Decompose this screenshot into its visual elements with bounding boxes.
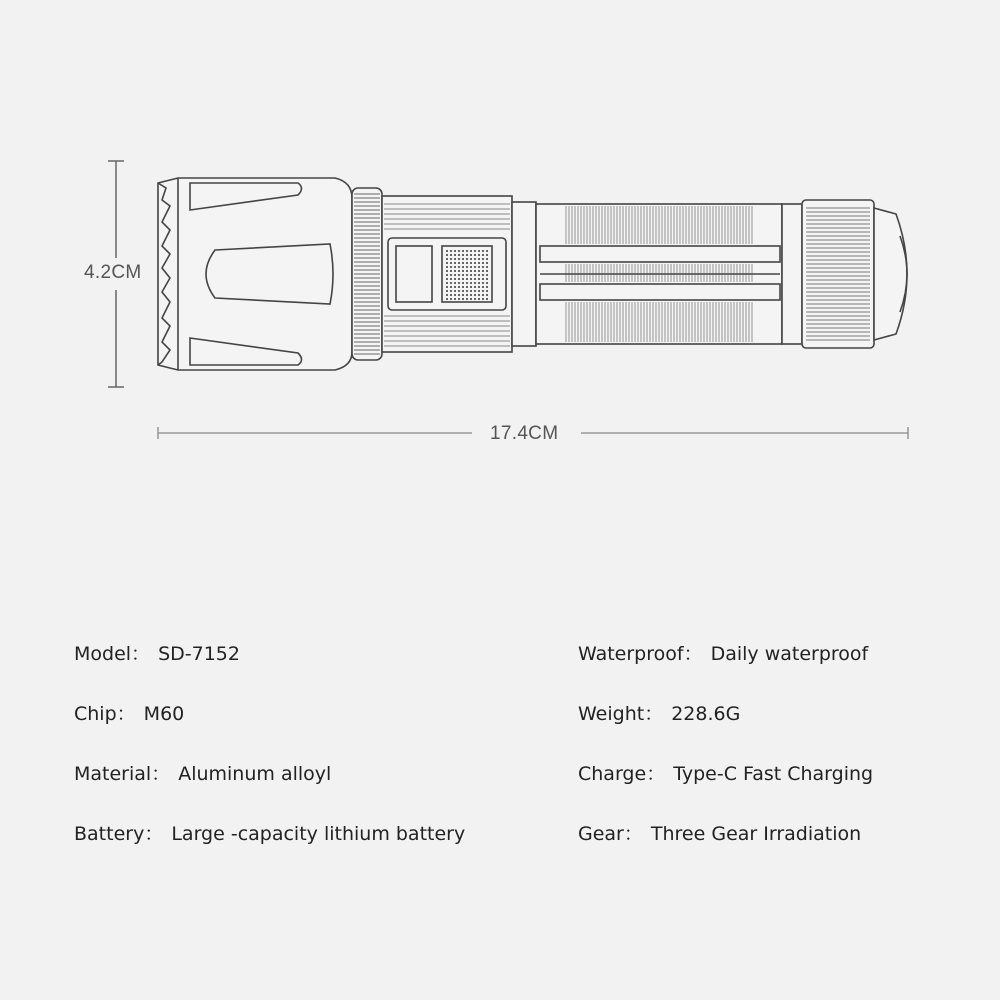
spec-gear [578,820,873,880]
spec-label: Charge [578,763,647,785]
spec-label: Weight [578,703,645,725]
spec-separator: ： [131,643,151,665]
spec-separator: ： [623,823,643,845]
spec-value: Daily waterproof [710,643,869,665]
spec-model [74,640,465,700]
spec-label: Material [74,763,152,785]
spec-weight [578,700,873,760]
spec-list-left [74,640,465,880]
spec-value: Large -capacity lithium battery [171,823,466,845]
spec-value: M60 [143,703,185,725]
spec-label: Chip [74,703,117,725]
spec-label: Gear [578,823,624,845]
height-dimension-label: 4.2CM [84,262,142,283]
flashlight-drawing [0,0,1000,470]
spec-separator: ： [116,703,136,725]
spec-battery [74,820,465,880]
spec-value: 228.6G [671,703,741,725]
spec-value: SD-7152 [158,643,240,665]
tail-cap [782,200,907,348]
spec-value: Three Gear Irradiation [650,823,862,845]
spec-list-right [578,640,873,880]
spec-chip [74,700,465,760]
spec-material [74,760,465,820]
spec-label: Model [74,643,132,665]
spec-value: Aluminum alloyl [178,763,332,785]
spec-separator: ： [646,763,666,785]
spec-separator: ： [151,763,171,785]
spec-charge [578,760,873,820]
length-dimension-label: 17.4CM [486,422,562,446]
spec-label: Waterproof [578,643,684,665]
battery-tube [512,202,782,346]
spec-label: Battery [74,823,145,845]
switch-section [382,196,512,352]
spec-separator: ： [144,823,164,845]
spec-value: Type-C Fast Charging [673,763,874,785]
spec-waterproof [578,640,873,700]
flashlight-head [158,178,352,370]
spec-separator: ： [644,703,664,725]
spec-separator: ： [683,643,703,665]
knurled-ring [352,188,382,360]
